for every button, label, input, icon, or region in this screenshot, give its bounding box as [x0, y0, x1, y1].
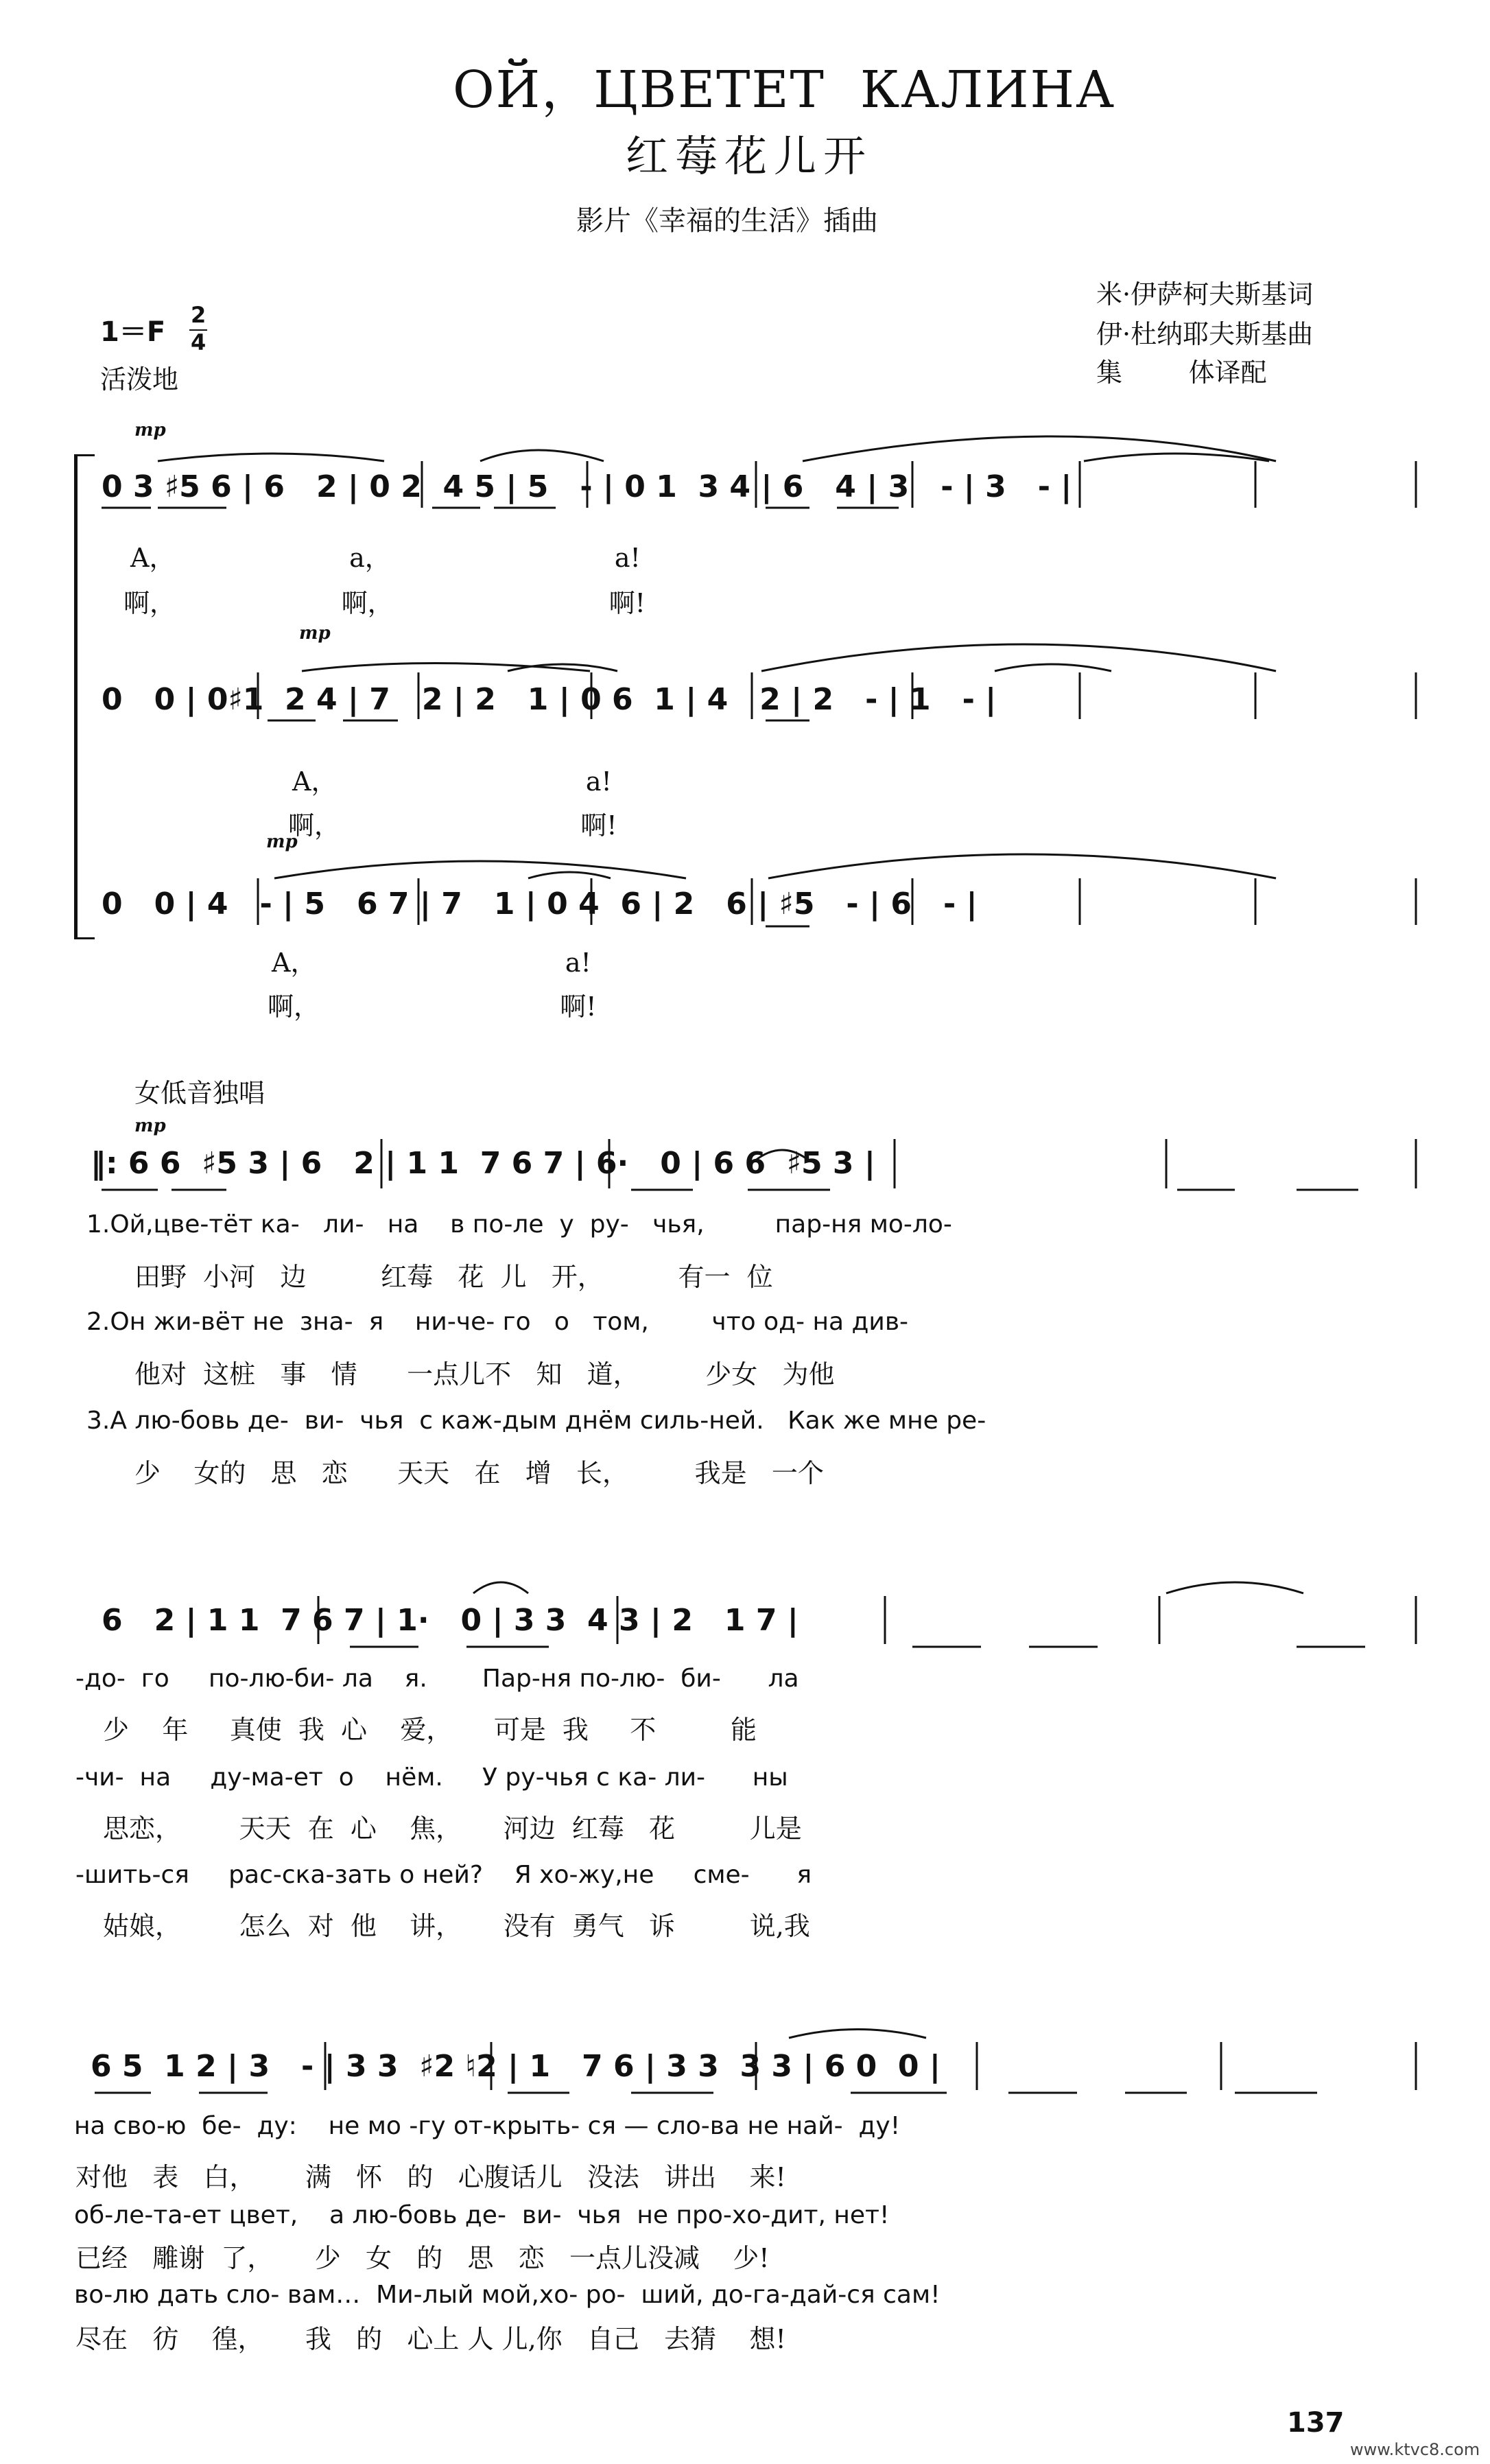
intro-voice3-notes: 0 0 | 4 - | 5 6 7 | 7 1 | 0 4 6 | 2 6 | ♯5 - | 6 - |: [102, 887, 978, 922]
slur: [768, 854, 1276, 878]
slur: [528, 872, 611, 878]
slur: [158, 454, 384, 461]
solo-line2-lyric-v1-zh: 少 年 真使 我 心 爱， 可是 我 不 能: [103, 1715, 757, 1745]
credit-composer: 伊·杜纳耶夫斯基曲: [1096, 319, 1314, 349]
key-signature: 1＝F: [100, 316, 166, 348]
time-signature-top: 2: [191, 302, 206, 328]
solo-line1-lyric-v2-ru: 2.Он жи-вёт не зна- я ни-че- го о том, что од- на див-: [86, 1308, 909, 1336]
dynamic-mp: mp: [134, 420, 166, 441]
intro-voice1-notes: 0 3 ♯5 6 | 6 2 | 0 2 4 5 | 5 - | 0 1 3 4 | 6 4 | 3 - | 3 - |: [102, 469, 1072, 504]
intro-voice1-lyric-ru: A， a， a!: [130, 543, 641, 573]
solo-line3-lyric-v2-ru: об-ле-та-ет цвет, а лю-бовь де- ви- чья не про-хо-дит, нет!: [74, 2201, 890, 2229]
solo-line1-lyric-v2-zh: 他对 这桩 事 情 一点儿不 知 道， 少女 为他: [134, 1359, 835, 1389]
dynamic-mp: mp: [299, 623, 331, 644]
dynamic-mp: mp: [266, 832, 298, 852]
intro-voice2-lyric-ru: A， a!: [292, 766, 612, 797]
slur: [473, 1582, 528, 1593]
film-note: 影片《幸福的生活》插曲: [576, 205, 878, 237]
solo-line1-notes: ‖: 6 6 ♯5 3 | 6 2 | 1 1 7 6 7 | 6· 0 | 6 6 ♯5 3 |: [91, 1146, 875, 1181]
solo-line2-lyric-v3-ru: -шить-ся рас-ска-зать о ней? Я хо-жу,не сме- я: [75, 1861, 812, 1889]
solo-line3-lyric-v2-zh: 已经 雕谢 了， 少 女 的 思 恋 一点儿没减 少!: [75, 2243, 770, 2273]
solo-line2-lyric-v1-ru: -до- го по-лю-би- ла я. Пар-ня по-лю- би- ла: [75, 1665, 799, 1693]
solo-line3-notes: 6 5 1 2 | 3 - | 3 3 ♯2 ♮2 | 1 7 6 | 3 3 3 3 | 6 0 0 |: [91, 2049, 941, 2084]
solo-line1-lyric-v1-ru: 1.Ой,цве-тёт ка- ли- на в по-ле у ру- чья, пар-ня мо-ло-: [86, 1210, 952, 1239]
slur: [480, 450, 604, 461]
solo-line1-lyric-v1-zh: 田野 小河 边 红莓 花 儿 开， 有一 位: [134, 1262, 773, 1292]
slur: [789, 2030, 926, 2039]
solo-label: 女低音独唱: [134, 1078, 265, 1108]
tempo-marking: 活泼地: [100, 364, 179, 395]
credit-lyricist: 米·伊萨柯夫斯基词: [1096, 279, 1314, 309]
solo-line2-lyric-v2-ru: -чи- на ду-ма-ет о нём. У ру-чья с ка- ли- ны: [75, 1763, 788, 1792]
slur: [274, 861, 686, 878]
solo-line2-notes: 6 2 | 1 1 7 6 7 | 1· 0 | 3 3 4 3 | 2 1 7 |: [102, 1603, 799, 1638]
credit-translator: 集 体译配: [1096, 357, 1267, 388]
solo-line1-lyric-v3-ru: 3.А лю-бовь де- ви- чья с каж-дым днём силь-ней. Как же мне ре-: [86, 1407, 986, 1435]
intro-voice3-lyric-ru: A， a!: [272, 948, 591, 978]
slur: [803, 436, 1276, 461]
slur: [995, 664, 1111, 671]
intro-voice1-lyric-zh: 啊， 啊， 啊!: [123, 588, 646, 618]
solo-line1-lyric-v3-zh: 少 女的 思 恋 天天 在 增 长， 我是 一个: [134, 1458, 824, 1488]
song-title: ОЙ，ЦВЕТЕТ КАЛИНА: [453, 60, 1116, 119]
watermark: www.ktvc8.com: [1350, 2440, 1480, 2459]
time-signature-bottom: 4: [191, 329, 206, 355]
solo-line2-lyric-v2-zh: 思恋， 天天 在 心 焦， 河边 红莓 花 儿是: [103, 1814, 802, 1844]
page-number: 137: [1287, 2407, 1345, 2439]
song-subtitle: 红莓花儿开: [626, 131, 873, 181]
dynamic-mp: mp: [134, 1116, 166, 1136]
solo-line3-lyric-v3-ru: во-лю дать сло- вам… Ми-лый мой,хо- ро- ший, до-га-дай-ся сам!: [74, 2281, 941, 2309]
intro-voice2-notes: 0 0 | 0♯1 2 4 | 7 2 | 2 1 | 0 6 1 | 4 2 | 2 - | 1 - |: [102, 682, 997, 717]
solo-line3-lyric-v1-zh: 对他 表 白， 满 怀 的 心腹话儿 没法 讲出 来!: [75, 2162, 786, 2192]
slur: [1166, 1582, 1303, 1593]
solo-line3-lyric-v1-ru: на сво-ю бе- ду: не мо -гу от-крыть- ся — сло-ва не най- ду!: [74, 2112, 901, 2140]
solo-line2-lyric-v3-zh: 姑娘， 怎么 对 他 讲， 没有 勇气 诉 说,我: [103, 1911, 810, 1941]
intro-voice2-lyric-zh: 啊， 啊!: [288, 810, 617, 841]
intro-voice3-lyric-zh: 啊， 啊!: [268, 992, 597, 1022]
slur: [755, 1150, 809, 1161]
solo-line3-lyric-v3-zh: 尽在 彷 徨， 我 的 心上 人 儿,你 自己 去猜 想!: [75, 2324, 786, 2354]
